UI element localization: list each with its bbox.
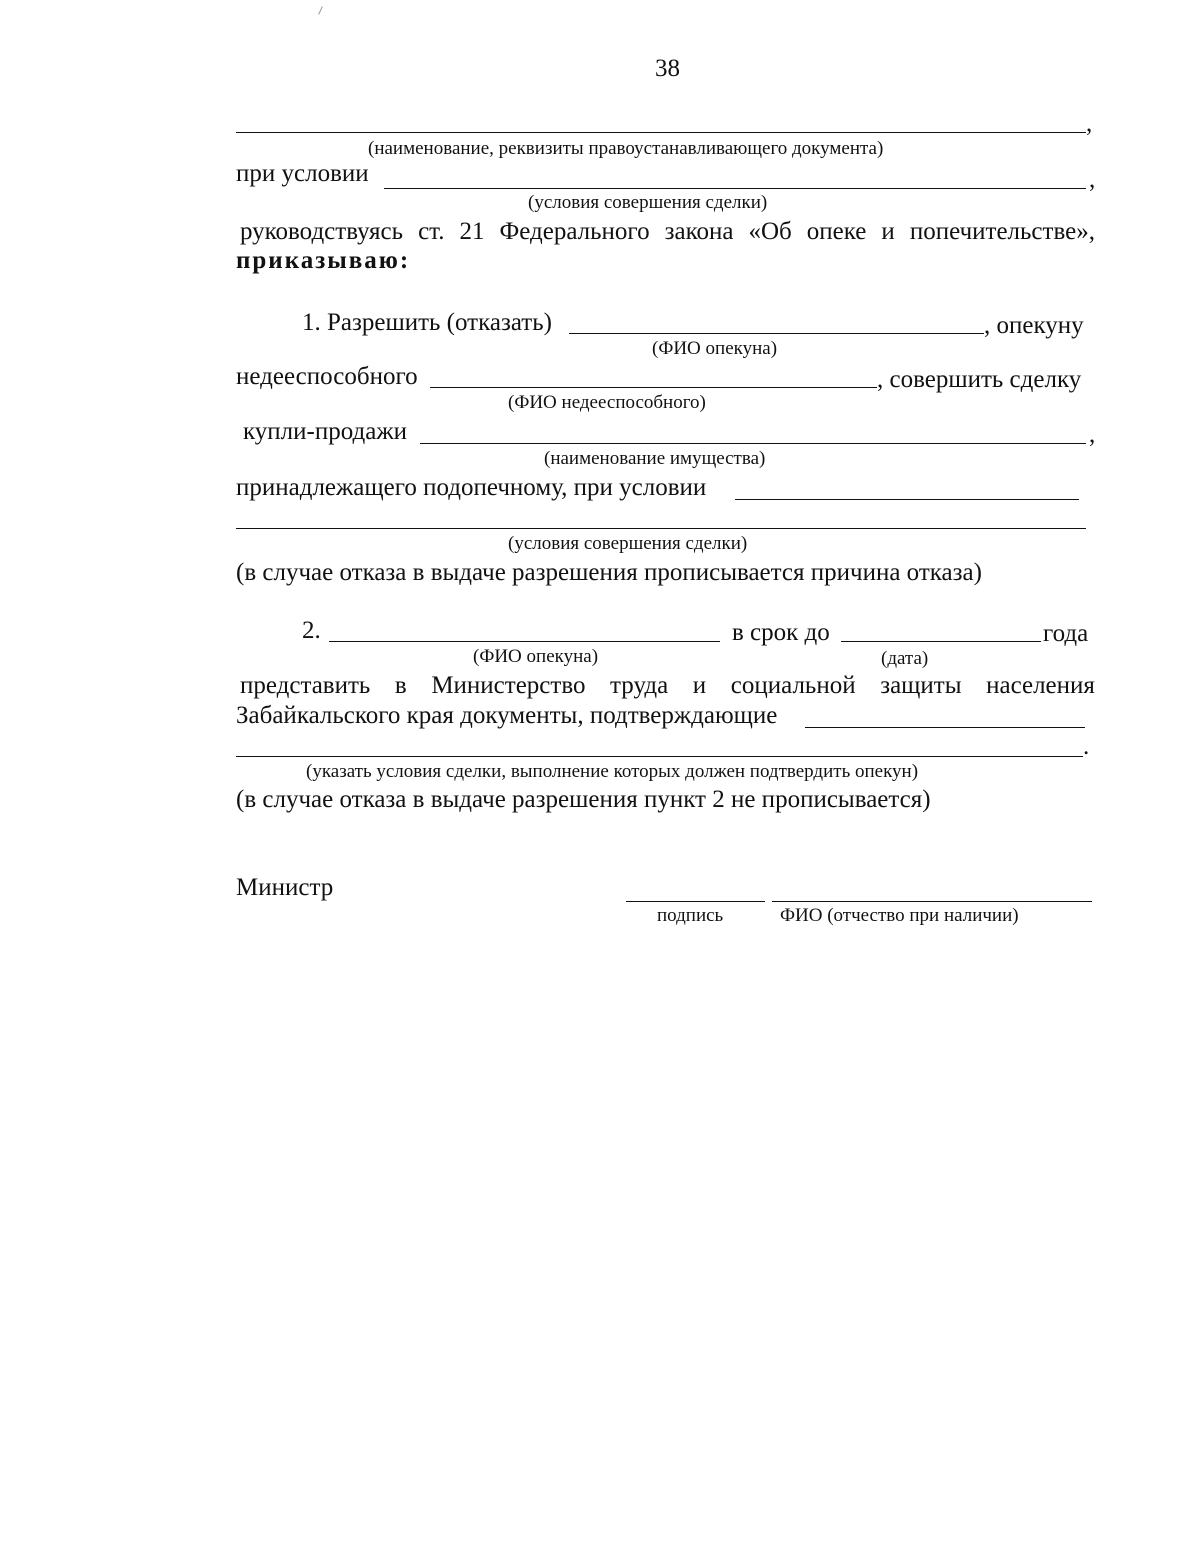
fio-caption: ФИО (отчество при наличии) [780,905,1019,926]
confirm-blank-b [236,756,1083,757]
word: Министерство [431,672,586,699]
word: руководствуясь [240,218,404,245]
word: 21 [459,218,485,245]
period: . [1083,733,1090,760]
incapable-caption: (ФИО недееспособного) [508,392,706,413]
incapable-blank [430,387,877,388]
word: попечительстве», [909,218,1095,245]
guardian-caption-2: (ФИО опекуна) [473,646,599,667]
condition-label: при условии [236,160,369,187]
word: населения [986,672,1095,699]
word: опеке [806,218,867,245]
word: социальной [730,672,856,699]
submit-line [240,672,1095,700]
incapable-label: недееспособного [236,363,418,390]
guardian-caption-1: (ФИО опекуна) [652,338,778,359]
word: труда [610,672,669,699]
word: Федерального [499,218,650,245]
word: представить [240,672,371,699]
signature-caption: подпись [657,905,724,926]
order-heading: приказываю: [236,247,411,274]
minister-label: Министр [236,874,334,901]
doc-name-blank [236,132,1086,133]
item1-suffix: , опекуну [984,312,1084,339]
purchase-sale-label: купли-продажи [243,418,407,445]
date-blank [841,641,1041,642]
property-caption: (наименование имущества) [544,448,766,469]
comma: , [1089,166,1096,193]
refusal-note-2: (в случае отказа в выдаче разрешения пункт 2 не прописывается) [236,786,931,813]
item2-number: 2. [302,617,321,644]
deal-conditions-caption: (условия совершения сделки) [508,533,748,554]
deadline-text: в срок до [732,619,830,646]
word: и [881,218,895,245]
confirm-blank-a [805,727,1085,728]
conditions-blank-2a [735,499,1079,500]
scan-mark [318,6,323,15]
property-blank [420,443,1086,444]
word: защиты [880,672,962,699]
word: закона [664,218,734,245]
fio-blank [772,901,1092,902]
word: ст. [418,218,445,245]
documents-confirming-text: Забайкальского края документы, подтверждающие [236,702,778,729]
doc-name-caption: (наименование, реквизиты правоустанавливающего документа) [368,138,884,159]
comma: , [1086,110,1093,137]
word: «Об [748,218,792,245]
word: и [692,672,707,699]
guardian-blank-2 [329,641,720,642]
guardian-blank-1 [569,333,984,334]
make-deal-text: , совершить сделку [877,366,1082,393]
signature-blank [626,901,765,902]
comma: , [1089,421,1096,448]
conditions-blank-2b [236,528,1086,529]
legal-basis-line [240,218,1095,246]
word: в [394,672,407,699]
date-caption: (дата) [881,648,929,669]
deal-conditions-caption: (условия совершения сделки) [528,192,768,213]
page-number: 38 [655,55,680,82]
belonging-text: принадлежащего подопечному, при условии [236,474,707,501]
conditions-blank-1 [384,188,1086,189]
year-text: года [1043,620,1089,647]
item1-prefix: 1. Разрешить (отказать) [302,309,552,336]
refusal-note-1: (в случае отказа в выдаче разрешения прописывается причина отказа) [236,559,982,586]
confirm-caption: (указать условия сделки, выполнение которых должен подтвердить опекун) [306,761,919,782]
